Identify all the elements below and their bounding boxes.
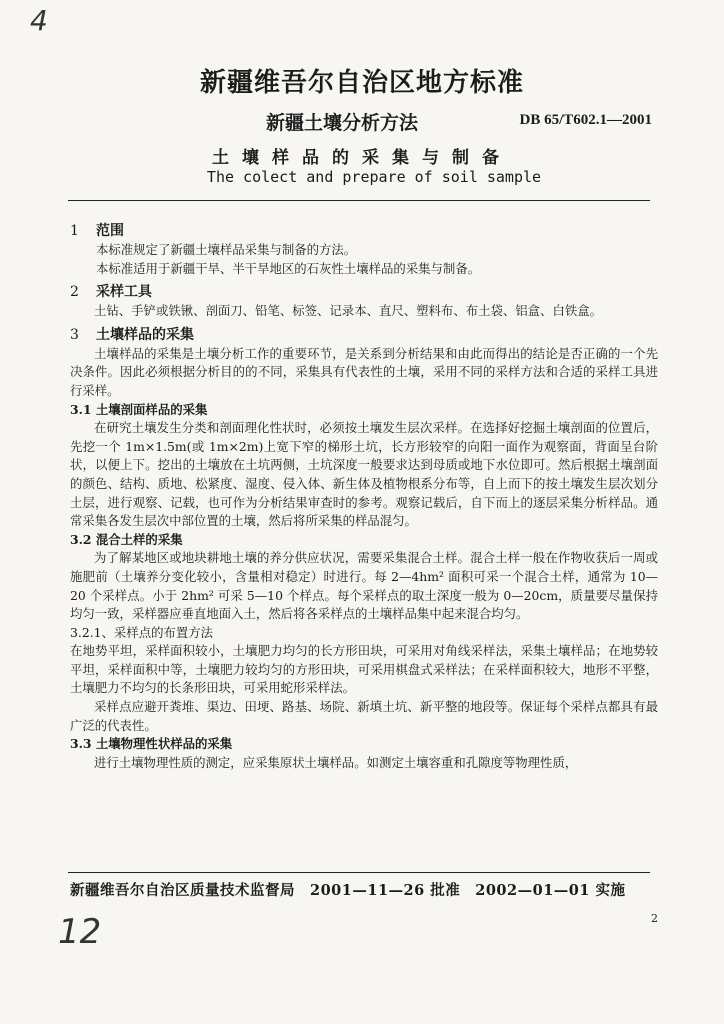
section-1-heading	[70, 221, 658, 241]
approval-footer: 新疆维吾尔自治区质量技术监督局 2001—11—26 批准 2002—01—01 实施	[70, 882, 626, 899]
paragraph: 为了解某地区或地块耕地土壤的养分供应状况，需要采集混合土样。混合土样一般在作物收获后一周或施肥前（土壤养分变化较小，含量相对稳定）时进行。每 2—4hm² 面积可采一个混合土样，通常为 10—20 个采样点。小于 2hm² 可采 5—10 个样点。每个采样点的取土深度一般为 0—20cm，质量要尽量保持均匀一致，采样器应垂直地面入土，然后将各采样点的土壤样品集中起来混合均匀。	[70, 550, 658, 622]
document-body	[70, 217, 658, 772]
section-title: 采样工具	[96, 284, 152, 301]
paragraph: 在研究土壤发生分类和剖面理化性状时，必须按土壤发生层次采样。在选择好挖掘土壤剖面的位置后，先挖一个 1m×1.5m(或 1m×2m)上宽下窄的梯形土坑，长方形较窄的向阳一面作为观察面，背面呈台阶状，以便上下。挖出的土壤放在土坑两侧，土坑深度一般要求达到母质或地下水位即可。然后根据土壤剖面的颜色、结构、质地、松紧度、湿度、侵入体、新生体及植物根系分布等，自上而下的按土壤发生层次划分土层，进行观察、记载，也可作为分析结果审查时的参考。观察记载后，自下而上的逐层采集分析样品。通常采集各发生层次中部位置的土壤，然后将所采集的样品混匀。	[70, 420, 658, 529]
standard-code: DB 65/T602.1—2001	[519, 112, 652, 128]
section-number: 1	[70, 223, 79, 239]
standard-subtitle: 新疆土壤分析方法	[266, 112, 419, 134]
section-title: 范围	[96, 223, 124, 239]
section-2-heading	[70, 282, 658, 302]
section-3-2-1-heading: 3.2.1、采样点的布置方法	[70, 624, 214, 640]
document-title-en: The colect and prepare of soil sample	[206, 168, 542, 186]
section-number: 2	[70, 284, 79, 301]
document-title-cn: 土壤样品的采集与制备	[212, 148, 512, 168]
paragraph: 本标准适用于新疆干旱、半干旱地区的石灰性土壤样品的采集与制备。	[96, 260, 481, 276]
footer-divider	[68, 872, 650, 873]
section-3-heading	[70, 325, 658, 345]
page-number: 2	[651, 912, 658, 925]
handwritten-annotation: 12	[58, 912, 102, 952]
paragraph: 采样点应避开粪堆、渠边、田埂、路基、场院、新填土坑、新平整的地段等。保证每个采样点都具有最广泛的代表性。	[70, 699, 658, 733]
section-number: 3	[70, 326, 79, 343]
standard-title: 新疆维吾尔自治区地方标准	[199, 68, 524, 98]
paragraph: 土壤样品的采集是土壤分析工作的重要环节，是关系到分析结果和由此而得出的结论是否正确的一个先决条件。因此必须根据分析目的的不同，采集具有代表性的土壤，采用不同的采样方法和合适的采样工具进行采样。	[70, 345, 658, 398]
section-title: 土壤样品的采集	[96, 326, 194, 343]
paragraph: 在地势平坦，采样面积较小，土壤肥力均匀的长方形田块，可采用对角线采样法，采集土壤样品；在地势较平坦，采样面积中等，土壤肥力较均匀的方形田块，可采用棋盘式采样法；在采样面积较大，地形不平整，土壤肥力不均匀的长条形田块，可采用蛇形采样法。	[70, 643, 658, 696]
handwritten-page-mark: 4	[30, 4, 48, 37]
section-3-1-heading: 3.1 土壤剖面样品的采集	[70, 401, 208, 417]
paragraph: 土钻、手铲或铁锹、剖面刀、铅笔、标签、记录本、直尺、塑料布、布土袋、铝盒、白铁盒。	[94, 303, 603, 319]
paragraph: 本标准规定了新疆土壤样品采集与制备的方法。	[96, 242, 357, 257]
paragraph: 进行土壤物理性质的测定，应采集原状土壤样品。如测定土壤容重和孔隙度等物理性质，	[94, 754, 578, 770]
section-3-3-heading: 3.3 土壤物理性状样品的采集	[70, 736, 233, 752]
section-3-2-heading: 3.2 混合土样的采集	[70, 531, 183, 547]
header-divider	[68, 200, 650, 201]
